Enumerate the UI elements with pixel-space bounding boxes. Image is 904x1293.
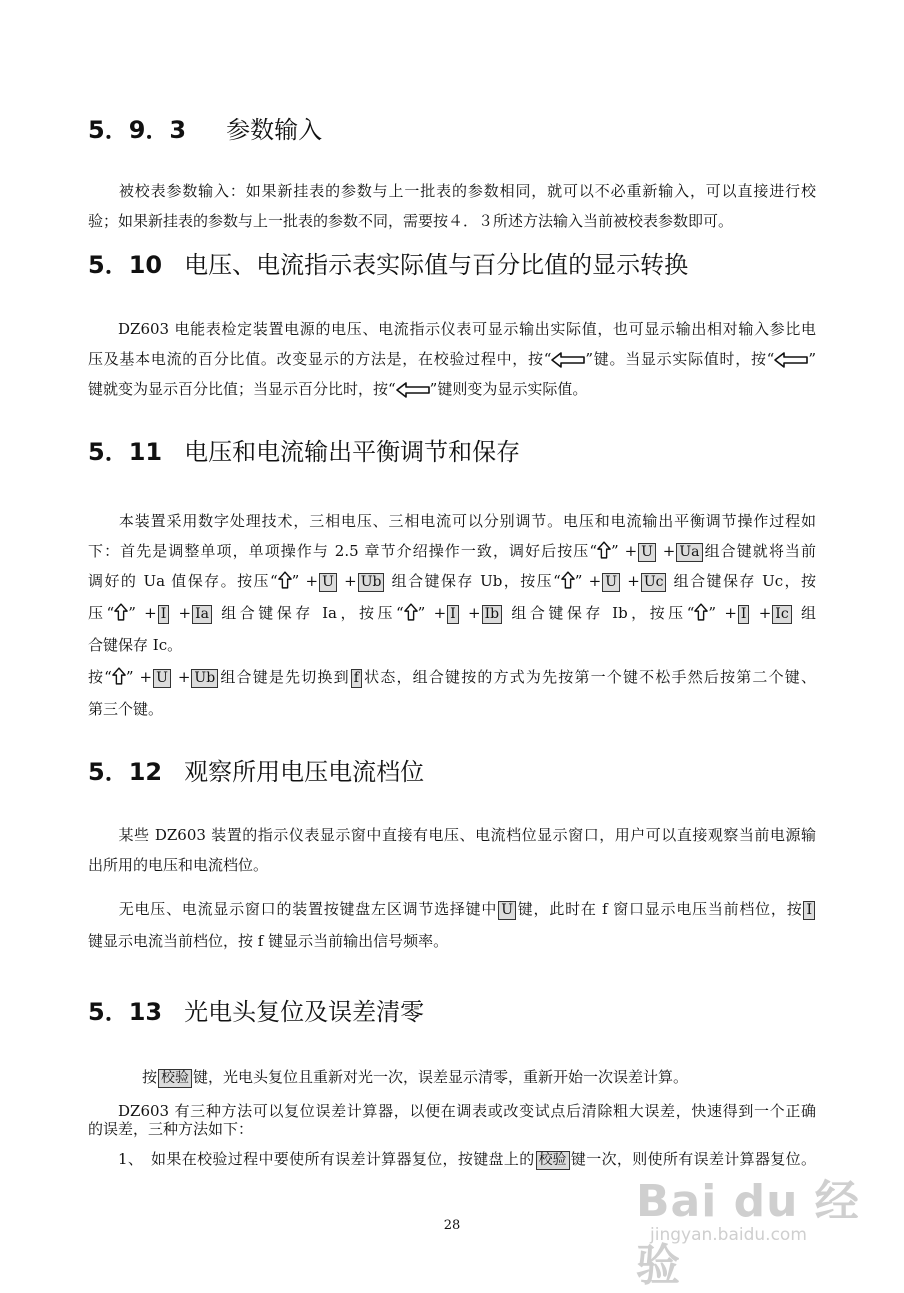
paragraph-line: [88, 566, 816, 596]
plus: +: [624, 542, 638, 560]
text: 组合键保存 Ib，按压“: [511, 604, 695, 622]
key-i: I: [158, 605, 170, 624]
plus: +: [305, 572, 319, 590]
plus: +: [588, 572, 602, 590]
text: 组合键保存 Ub，按压“: [391, 572, 561, 590]
key-i: I: [803, 901, 815, 920]
text: ”: [291, 572, 300, 590]
text: DZ603 电能表检定装置电源的电压、电流指示仪表可显示输出实际值，也可显示输出相对输入参比电: [118, 320, 816, 338]
plus: +: [627, 572, 640, 590]
left-arrow-key-icon: [774, 352, 808, 368]
text: 组合键就将当前: [703, 542, 816, 560]
text: 某些 DZ603 装置的指示仪表显示窗中直接有电压、电流档位显示窗口，用户可以直接观察当前电源输: [118, 826, 816, 844]
text: 验；如果新挂表的参数与上一批表的参数不同，需要按４．３所述方法输入当前被校表参数即可。: [88, 212, 734, 230]
section-number: 5．13: [88, 998, 163, 1026]
text: 出所用的电压和电流档位。: [88, 856, 269, 874]
section-title: 电压、电流指示表实际值与百分比值的显示转换: [184, 251, 689, 279]
up-arrow-key-icon: [278, 571, 292, 589]
paragraph-line: [88, 206, 816, 236]
plus: +: [433, 604, 447, 622]
heading-5-10: [88, 245, 688, 280]
key-verify: 校验: [536, 1151, 570, 1170]
text: 键显示电流当前档位，按 f 键显示当前输出信号频率。: [88, 932, 449, 950]
text: ”: [128, 604, 136, 622]
paragraph-line: [88, 598, 816, 628]
text: 本装置采用数字处理技术，三相电压、三相电流可以分别调节。电压和电流输出平衡调节操作过程如: [118, 512, 816, 530]
key-ic: Ic: [772, 605, 791, 624]
text: 状态，组合键按的方式为先按第一个键不松手然后按第二个键、: [362, 668, 816, 686]
paragraph-line: [88, 662, 816, 692]
paragraph-line: [88, 630, 816, 660]
key-f: f: [351, 669, 362, 688]
paragraph-line: [88, 820, 816, 850]
text: 下：首先是调整单项，单项操作与 2.5 章节介绍操作一致，调好后按压“: [88, 542, 598, 560]
section-title: 电压和电流输出平衡调节和保存: [184, 438, 521, 466]
up-arrow-key-icon: [597, 541, 611, 559]
key-u: U: [602, 573, 620, 592]
text: ”: [125, 668, 134, 686]
paragraph-line: [88, 314, 816, 344]
watermark-brand: Bai du 经验: [636, 1176, 860, 1291]
plus: +: [662, 542, 676, 560]
plus: +: [724, 604, 737, 622]
heading-5-11: [88, 432, 520, 467]
up-arrow-key-icon: [694, 603, 708, 621]
key-u: U: [153, 669, 171, 688]
up-arrow-key-icon: [561, 571, 575, 589]
key-uc: Uc: [641, 573, 667, 592]
section-number: 5．12: [88, 758, 163, 786]
plus: +: [467, 604, 481, 622]
key-ib: Ib: [482, 605, 503, 624]
section-title: 参数输入: [226, 116, 323, 144]
paragraph-line: [88, 536, 816, 566]
text: ”: [808, 350, 816, 368]
section-number: 5．9．3: [88, 116, 187, 144]
text: 无电压、电流显示窗口的装置按键盘左区调节选择键中: [118, 900, 498, 918]
key-u: U: [319, 573, 337, 592]
key-i: I: [738, 605, 750, 624]
left-arrow-key-icon: [551, 352, 585, 368]
text: ”: [611, 542, 619, 560]
section-number: 5．11: [88, 438, 163, 466]
text: 按: [142, 1068, 158, 1086]
paragraph-line: [88, 1114, 816, 1144]
plus: +: [139, 668, 153, 686]
plus: +: [758, 604, 772, 622]
key-u: U: [638, 543, 656, 562]
text: 被校表参数输入：如果新挂表的参数与上一批表的参数相同，就可以不必重新输入，可以直接进行校: [118, 182, 816, 200]
heading-5-12: [88, 752, 424, 787]
text: 组合键是先切换到: [219, 668, 350, 686]
text: 1、 如果在校验过程中要使所有误差计算器复位，按键盘上的: [118, 1150, 535, 1168]
key-ub: Ub: [191, 669, 218, 688]
key-ub: Ub: [358, 573, 385, 592]
heading-5-13: [88, 992, 424, 1027]
plus: +: [177, 668, 191, 686]
left-arrow-key-icon: [396, 382, 430, 398]
key-ua: Ua: [676, 543, 702, 562]
section-title: 观察所用电压电流档位: [184, 758, 425, 786]
paragraph-line: [88, 926, 816, 956]
text: 的误差，三种方法如下：: [88, 1120, 254, 1138]
text: 键就变为显示百分比值；当显示百分比时，按“: [88, 380, 396, 398]
text: 压“: [88, 604, 115, 622]
plus: +: [178, 604, 192, 622]
page-number: 28: [443, 1218, 461, 1233]
text: 调好的 Ua 值保存。按压“: [88, 572, 278, 590]
plus: +: [144, 604, 157, 622]
text: ”键。当显示实际值时，按“: [585, 350, 775, 368]
heading-5-9-3: [88, 110, 322, 145]
paragraph-line: [88, 176, 816, 206]
key-i: I: [447, 605, 459, 624]
text: 组: [800, 604, 816, 622]
up-arrow-key-icon: [114, 603, 128, 621]
text: 键一次，则使所有误差计算器复位。: [570, 1150, 816, 1168]
text: 组合键保存 Uc，按: [673, 572, 816, 590]
text: ”: [574, 572, 583, 590]
text: ”: [417, 604, 426, 622]
text: 压及基本电流的百分比值。改变显示的方法是，在校验过程中，按“: [88, 350, 552, 368]
paragraph-line: [88, 850, 816, 880]
text: ”: [708, 604, 717, 622]
paragraph-line: [88, 344, 816, 374]
section-number: 5．10: [88, 251, 163, 279]
key-u: U: [498, 901, 516, 920]
plus: +: [344, 572, 357, 590]
paragraph-line: [88, 374, 816, 404]
paragraph-line: [142, 1062, 816, 1092]
watermark-url: jingyan.baidu.com: [650, 1225, 807, 1245]
text: 键，此时在 f 窗口显示电压当前档位，按: [517, 900, 803, 918]
up-arrow-key-icon: [404, 603, 418, 621]
up-arrow-key-icon: [112, 667, 126, 685]
key-ia: Ia: [192, 605, 212, 624]
paragraph-line: [88, 894, 816, 924]
paragraph-line: [88, 506, 816, 536]
text: DZ603 有三种方法可以复位误差计算器，以便在调表或改变试点后清除粗大误差，快速得到一个正确: [118, 1102, 816, 1120]
baidu-jingyan-watermark: [636, 1155, 866, 1291]
text: 合键保存 Ic。: [88, 636, 183, 654]
text: 第三个键。: [88, 700, 164, 718]
text: ”键则变为显示实际值。: [429, 380, 588, 398]
text: 组合键保存 Ia，按压“: [221, 604, 404, 622]
text: 键，光电头复位且重新对光一次，误差显示清零，重新开始一次误差计算。: [193, 1068, 689, 1086]
paragraph-line: [88, 694, 816, 724]
key-verify: 校验: [158, 1069, 192, 1088]
section-title: 光电头复位及误差清零: [184, 998, 425, 1026]
text: 按“: [88, 668, 112, 686]
